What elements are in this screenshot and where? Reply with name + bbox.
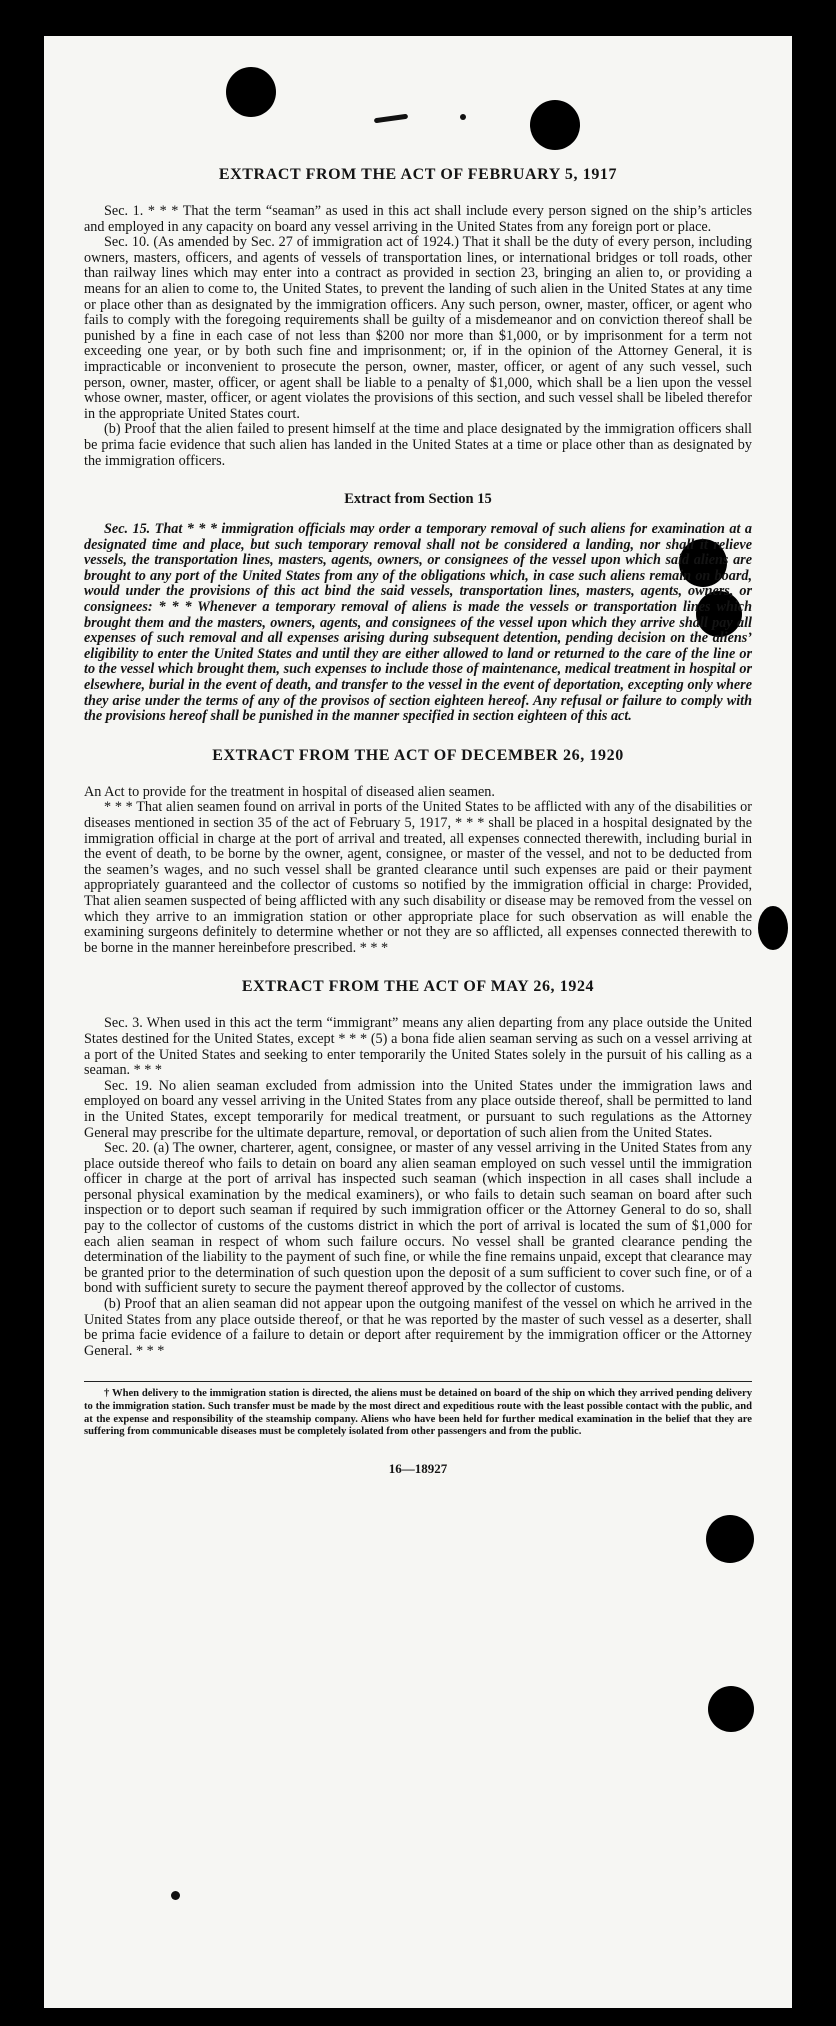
punch-hole: [708, 1686, 754, 1732]
ink-mark: [460, 114, 466, 120]
act-1917-section: [84, 166, 752, 469]
punch-hole: [758, 906, 788, 950]
document-body: [84, 166, 752, 1477]
form-number: 16—18927: [388, 1460, 448, 1476]
footnote: † When delivery to the immigration station is directed, the aliens must be detained on board of the ship on which they arrived pending delivery to the immigration station. Such transfer must be made by the most direct and expeditious route with the least possible contact with the public, and at the expense and responsibility of the steamship company. Aliens who have been held for further medical examination in the belief that they are suffering from communicable diseases must be completely isolated from other passengers and from the public.: [84, 1388, 752, 1438]
ink-mark: [374, 114, 408, 124]
punch-hole: [530, 100, 580, 150]
section-15-extract: [84, 491, 752, 725]
paragraph: Sec. 10. (As amended by Sec. 27 of immigration act of 1924.) That it shall be the duty of every person, including owners, masters, officers, and agents of vessels of transportation lines, or international bridges or toll roads, other than railway lines which may enter into a contract as provided in section 23, bringing an alien to, or providing a means for an alien to come to, the United States, to prevent the landing of such alien in the United States at any time or place other than as designated by the immigration officers. Any such person, owner, master, officer, or agent who fails to comply with the foregoing requirements shall be guilty of a misdemeanor and on conviction thereof shall be punished by a fine in each case of not less than $200 nor more than $1,000, or by imprisonment for a term not exceeding one year, or by both such fine and imprisonment; or, if in the opinion of the Attorney General, it is impracticable or inconvenient to prosecute the person, owner, master, officer, or agent of any such vessel, such person, owner, master, officer, or agent shall be liable to a penalty of $1,000, which shall be a lien upon the vessel whose owner, master, officer, or agent violates the provisions of this section, and such vessel shall be libeled therefor in the appropriate United States court.: [84, 234, 752, 422]
paragraph: * * * That alien seamen found on arrival in ports of the United States to be afflicted with any of the disabilities or diseases mentioned in section 35 of the act of February 5, 1917, * * * shall be placed in a hospital designated by the immigration official in charge at the port of arrival and treated, all expenses connected therewith, including burial in the event of death, to be borne by the owner, agent, consignee, or master of the vessel, and not to be deducted from the seamen’s wages, and no such vessel shall be granted clearance until such expenses are paid or their payment appropriately guaranteed and the collector of customs so notified by the immigration official in charge: Provided, That alien seamen suspected of being afflicted with any such disability or disease may be removed from the vessel on which they arrive to an immigration station or other appropriate place for such observation as will enable the examining surgeons definitely to determine whether or not they are so afflicted, all expenses connected therewith to be borne in the manner hereinbefore prescribed. * * *: [84, 799, 752, 956]
act-1920-section: [84, 747, 752, 957]
act-1924-section: [84, 978, 752, 1359]
subsection-heading: Extract from Section 15: [344, 491, 492, 508]
section-heading: EXTRACT FROM THE ACT OF FEBRUARY 5, 1917: [218, 166, 618, 183]
paragraph: (b) Proof that the alien failed to present himself at the time and place designated by the immigration officers shall be prima facie evidence that such alien has landed in the United States at a time or place other than as designated by the immigration officers.: [84, 421, 752, 469]
footnote-divider: [84, 1381, 752, 1382]
bullet-dot: [171, 1891, 180, 1900]
document-page: [44, 36, 792, 2008]
paragraph: Sec. 15. That * * * immigration officials may order a temporary removal of such aliens for examination at a designated time and place, but such temporary removal shall not be considered a landing, nor shall it relieve vessels, the transportation lines, masters, agents, owners, or consignees of the vessel upon which said aliens are brought to any port of the United States from any of the obligations which, in case such aliens remain on board, would under the provisions of this act bind the said vessels, transportation lines, masters, agents, owners, or consignees: * * * Whenever a temporary removal of aliens is made the vessels or transportation lines which brought them and the masters, owners, agents, and consignees of the vessel upon which they arrive shall pay all expenses of such removal and all expenses arising during subsequent detention, pending decision on the aliens’ eligibility to enter the United States and until they are either allowed to land or returned to the care of the line or to the vessel which brought them, such expenses to include those of maintenance, medical treatment in hospital or elsewhere, burial in the event of death, and transfer to the vessel in the event of deportation, excepting only where they arise under the terms of any of the provisos of section eighteen hereof. Any refusal or failure to comply with the provisions hereof shall be punished in the manner specified in section eighteen of this act.: [84, 521, 752, 725]
section-heading: EXTRACT FROM THE ACT OF DECEMBER 26, 1920: [212, 746, 624, 764]
paragraph: Sec. 3. When used in this act the term “immigrant” means any alien departing from any place outside the United States destined for the United States, except * * * (5) a bona fide alien seaman serving as such on a vessel arriving at a port of the United States and seeking to enter temporarily the United States solely in the pursuit of his calling as a seaman. * * *: [84, 1015, 752, 1079]
paragraph: (b) Proof that an alien seaman did not appear upon the outgoing manifest of the vessel on which he arrived in the United States from any place outside thereof, or that he was reported by the master of such vessel as a deserter, shall be prima facie evidence of a failure to detain or deport after requirement by the immigration officer or the Attorney General. * * *: [84, 1296, 752, 1359]
paragraph: Sec. 1. * * * That the term “seaman” as used in this act shall include every person signed on the ship’s articles and employed in any capacity on board any vessel arriving in the United States from any foreign port or place.: [84, 203, 752, 235]
paragraph: An Act to provide for the treatment in hospital of diseased alien seamen.: [84, 783, 495, 800]
punch-hole: [226, 67, 276, 117]
section-heading: EXTRACT FROM THE ACT OF MAY 26, 1924: [241, 978, 595, 996]
punch-hole: [706, 1515, 754, 1563]
paragraph: Sec. 20. (a) The owner, charterer, agent, consignee, or master of any vessel arriving in the United States from any place outside thereof who fails to detain on board any alien seaman employed on such vessel until the immigration officer in charge at the port of arrival has inspected such seaman (which inspection in all cases shall include a personal physical examination by the medical examiners), or who fails to detain such seaman on board after such inspection or to deport such seaman if required by such immigration officer or the Attorney General to do so, shall pay to the collector of customs of the customs district in which the port of arrival is located the sum of $1,000 for each alien seaman in respect of whom such failure occurs. No vessel shall be granted clearance pending the determination of the liability to the payment of such fine, or while the fine remains unpaid, except that clearance may be granted prior to the determination of such question upon the deposit of a sum sufficient to cover such fine, or of a bond with sufficient surety to secure the payment thereof approved by the collector of customs.: [84, 1140, 752, 1297]
paragraph: Sec. 19. No alien seaman excluded from admission into the United States under the immigration laws and employed on board any vessel arriving in the United States from any place outside thereof, shall be permitted to land in the United States, except temporarily for medical treatment, or pursuant to such regulations as the Attorney General may prescribe for the ultimate departure, removal, or deportation of such alien from the United States.: [84, 1077, 752, 1141]
